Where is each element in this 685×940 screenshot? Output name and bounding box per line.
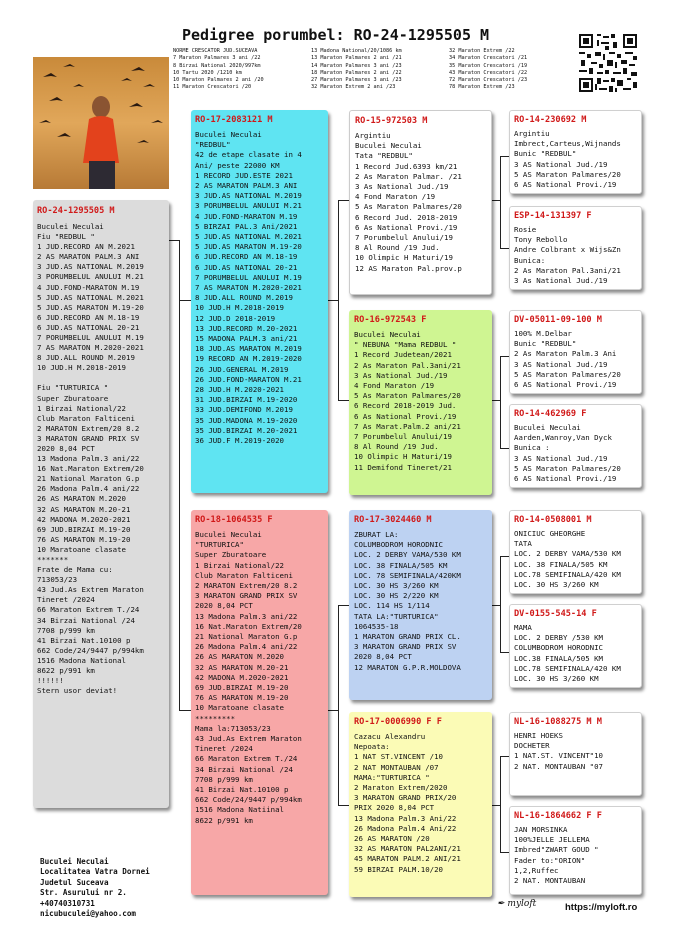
great-grandparent-ring-number: RO-14-0508001 M	[514, 515, 592, 525]
detail-line: Judetul Suceava	[40, 877, 109, 887]
detail-line: LOC. 2 DERBY VAMA/530 KM	[514, 549, 621, 559]
detail-line: 43 Jud.As Extrem Maraton	[37, 585, 144, 595]
detail-line: 16 Nat.Maraton Extrem/20	[195, 621, 302, 631]
detail-line: 36 JUD.F M.2019-2020	[195, 436, 284, 446]
detail-line: LOC. 38 FINALA/505 KM	[514, 559, 608, 569]
detail-line: "REDBUL"	[195, 140, 231, 150]
detail-line: 6 JUD.AS NATIONAL 20-21	[195, 262, 298, 272]
detail-line: 32 AS MARATON M.20-21	[195, 662, 289, 672]
great-grandparent-card-7[interactable]	[509, 712, 642, 796]
detail-line: Nepoata:	[354, 742, 390, 752]
detail-line: 27 Maraton Palmares 3 ani /23	[311, 77, 402, 84]
detail-line: Frate de Mama cu:	[37, 565, 113, 575]
detail-line: 6 JUD.RECORD AN M.18-19	[195, 252, 298, 262]
detail-line: 34 Maraton Crescatori /21	[449, 55, 528, 62]
detail-line: Bunic "REDBUL"	[514, 149, 577, 159]
detail-line: Tata "REDBUL"	[355, 151, 413, 161]
detail-line: Fiu "REDBUL "	[37, 232, 95, 242]
detail-line: 2 As Maraton Pal.3ani/21	[514, 265, 621, 275]
sire-sire-card[interactable]	[349, 110, 492, 295]
detail-line: 5 BIRZAI PAL.3 Ani/2021	[195, 221, 298, 231]
detail-line: 26 AS MARATON M.2020	[37, 494, 126, 504]
detail-line: Buculei Neculai	[354, 330, 421, 339]
detail-line: 3 MARATON GRAND PRIX SV	[37, 433, 140, 443]
detail-line: 2 MARATON Extrem/20 8.2	[37, 423, 140, 433]
great-grandparent-card-5[interactable]	[509, 510, 642, 594]
pigeon-card[interactable]	[33, 200, 169, 808]
detail-line: Club Maraton Falticeni	[195, 570, 293, 580]
detail-line: 45 MARATON PALM.2 ANI/21	[354, 854, 461, 864]
detail-line: LOC. 30 HS 2/220 KM	[354, 591, 439, 601]
sire-card[interactable]	[191, 110, 328, 493]
dam-details	[195, 530, 324, 826]
detail-line: 1 Birzai National/22	[37, 403, 126, 413]
detail-line: 2 AS MARATON PALM.3 ANI	[195, 181, 298, 191]
great-grandparent-details	[514, 329, 637, 390]
detail-line: Club Maraton Falticeni	[37, 413, 135, 423]
detail-line: nicubuculei@yahoo.com	[40, 909, 137, 919]
detail-line: 66 Maraton Extrem T./24	[37, 605, 140, 615]
detail-line: Buculei Neculai	[195, 530, 262, 539]
detail-line: 12 MARATON G.P.R.MOLDOVA	[354, 662, 461, 672]
detail-line: 8 Al Round /19 Jud.	[355, 243, 440, 253]
sire-dam-ring-number: RO-16-972543 F	[354, 315, 427, 325]
detail-line: 1 Record Judetean/2021	[354, 350, 452, 360]
detail-line: JAN MORSINKA	[514, 825, 568, 834]
detail-line: Argintiu	[355, 131, 391, 140]
sire-dam-card[interactable]	[349, 310, 492, 495]
detail-line: 43 Jud.As Extrem Maraton	[195, 734, 302, 744]
detail-line: 7 Maraton Palmares 3 ani /22	[173, 55, 261, 62]
detail-line: LOC. 30 HS 3/260 KM	[514, 580, 599, 590]
detail-line: 7 Porumbelul Anului/19	[354, 432, 452, 442]
summary-column-3	[449, 48, 527, 92]
detail-line: 8 JUD.ALL ROUND M.2019	[195, 293, 293, 303]
breeder-contact	[40, 857, 150, 919]
great-grandparent-card-8[interactable]	[509, 806, 642, 895]
detail-line: 1 NAT.ST. VINCENT"10	[514, 751, 603, 761]
detail-line: 10 JUD.H M.2018-2019	[37, 363, 126, 373]
detail-line: Tineret /2024	[195, 744, 253, 754]
detail-line: 7 Porumbelul Anului/19	[355, 233, 453, 243]
detail-line: 21 National Maraton G.p	[195, 632, 298, 642]
dam-sire-card[interactable]	[349, 510, 492, 700]
detail-line: LOC. 2 DERBY /530 KM	[514, 633, 603, 643]
great-grandparent-details	[514, 423, 637, 484]
detail-line: 662 Code/24/9447 p/994km	[37, 645, 144, 655]
detail-line: 1064535-18	[354, 621, 399, 631]
detail-line: 1 JUD.RECORD AN M.2021	[37, 242, 135, 252]
detail-line: 100% M.Delbar	[514, 329, 572, 338]
detail-line: 2 As Maraton Palm.3 Ani	[514, 349, 617, 359]
detail-line: 2020 8,04 PCT	[354, 652, 412, 662]
great-grandparent-details	[514, 731, 637, 772]
detail-line: 3 As National Jud./19	[355, 182, 449, 192]
detail-line: 3 As National Jud./19	[514, 276, 608, 286]
detail-line: 10 Maratoane clasate	[195, 703, 284, 713]
detail-line: 10 Olimpic H Maturi/19	[355, 253, 453, 263]
detail-line: 13 Madona Palm.3 Ani/22	[354, 813, 457, 823]
detail-line: 6 JUD.AS NATIONAL 20-21	[37, 322, 140, 332]
great-grandparent-card-1[interactable]	[509, 110, 642, 194]
detail-line: 7 As Marat.Palm.2 ani/21	[354, 421, 461, 431]
detail-line: 5 JUD.AS MARATON M.19-20	[195, 242, 302, 252]
detail-line: 2 MARATON Extrem/20 8.2	[195, 581, 298, 591]
detail-line: 4 Fond Maraton /19	[355, 192, 436, 202]
detail-line: LOC. 78 SEMIFINALA/420KM	[354, 570, 461, 580]
detail-line: 5 JUD.AS MARATON M.19-20	[37, 302, 144, 312]
detail-line: 1 Record Jud.6393 km/21	[355, 161, 458, 171]
detail-line: Cazacu Alexandru	[354, 732, 426, 741]
ring-number: RO-24-1295505 M	[37, 206, 115, 216]
pigeon-details	[37, 222, 165, 373]
detail-line: 6 AS National Provi./19	[514, 474, 617, 484]
pigeon-details-sibling	[37, 383, 165, 696]
detail-line: 12 JUD.D 2018-2019	[195, 313, 276, 323]
detail-line: 8622 p/991 km	[37, 666, 95, 676]
detail-line: LOC. 114 HS 1/114	[354, 601, 430, 611]
page-title: Pedigree porumbel: RO-24-1295505 M	[182, 26, 490, 44]
detail-line: 18 Maraton Palmares 2 ani /22	[311, 69, 402, 76]
detail-line: 11 Demifond Tineret/21	[354, 462, 452, 472]
detail-line: 6 Record Jud. 2018-2019	[355, 212, 458, 222]
detail-line: 34 Birzai National /24	[37, 615, 135, 625]
detail-line: 5 AS Maraton Palmares/20	[514, 169, 621, 179]
detail-line: 76 AS MARATON M.19-20	[37, 534, 131, 544]
detail-line: 72 Maraton Crescatori /23	[449, 77, 528, 84]
detail-line: 5 JUD.AS NATIONAL M.2021	[37, 292, 144, 302]
detail-line: Andre Colbrant x Wijs&Zn	[514, 245, 621, 255]
detail-line: 35 JUD.MADONA M.19-2020	[195, 415, 298, 425]
website-link[interactable]: https://myloft.ro	[565, 902, 638, 913]
detail-line: LOC. 30 HS 3/260 KM	[354, 581, 439, 591]
dam-dam-details	[354, 732, 487, 875]
detail-line: 69 JUD.BIRZAI M.19-20	[37, 524, 131, 534]
dam-dam-card[interactable]	[349, 712, 492, 897]
detail-line: 66 Maraton Extrem T./24	[195, 754, 298, 764]
summary-column-2	[311, 48, 402, 92]
detail-line: 4 JUD.FOND-MARATON M.19	[37, 282, 140, 292]
summary-column-1	[173, 48, 264, 92]
detail-line: 7 AS MARATON M.2020-2021	[37, 343, 144, 353]
detail-line: Tineret /2024	[37, 595, 95, 605]
detail-line: 7 PORUMBELUL ANULUI M.19	[195, 272, 302, 282]
detail-line: 2 NAT. MONTAUBAN	[514, 876, 586, 886]
detail-line: Fader to:"ORION"	[514, 855, 586, 865]
detail-line: 10 Tartu 2020 /1210 km	[173, 69, 242, 76]
detail-line: 7 PORUMBELUL ANULUI M.19	[37, 333, 144, 343]
detail-line: Argintiu	[514, 129, 550, 138]
detail-line: Imbrect,Carteus,Wijnands	[514, 139, 621, 149]
sire-ring-number: RO-17-2083121 M	[195, 115, 273, 125]
detail-line: 32 Maraton Extrem /22	[449, 48, 515, 54]
detail-line: 31 JUD.BIRZAI M.19-2020	[195, 395, 298, 405]
detail-line: 5 AS Maraton Palmares/20	[514, 369, 621, 379]
detail-line: 3 AS National Jud./19	[514, 359, 608, 369]
detail-line: 3 MARATON GRAND PRIX SV	[195, 591, 298, 601]
myloft-logo[interactable]	[497, 899, 536, 909]
detail-line: 6 AS National Provi./19	[514, 180, 617, 190]
great-grandparent-details	[514, 129, 637, 190]
detail-line: 26 Madona Palm.4 Ani/22	[354, 823, 457, 833]
detail-line: 26 JUD.GENERAL M.2019	[195, 364, 289, 374]
detail-line: 1516 Madona Natiinal	[195, 805, 284, 815]
detail-line: 33 JUD.DEMIFOND M.2019	[195, 405, 293, 415]
detail-line: Buculei Neculai	[195, 130, 262, 139]
detail-line: 4 JUD.FOND-MARATON M.19	[195, 211, 298, 221]
detail-line: Rosie	[514, 225, 537, 234]
detail-line: 16 Nat.Maraton Extrem/20	[37, 464, 144, 474]
detail-line: 2 As Maraton Pal.3ani/21	[354, 360, 461, 370]
detail-line: 26 JUD.FOND-MARATON M.21	[195, 374, 302, 384]
detail-line: Buculei Neculai	[37, 222, 104, 231]
detail-line: 2 As Maraton Palmar. /21	[355, 171, 462, 181]
sire-sire-ring-number: RO-15-972503 M	[355, 116, 428, 126]
detail-line: Buculei Neculai	[40, 857, 109, 866]
detail-line: 5 As Maraton Palmares/20	[354, 391, 461, 401]
detail-line: Buculei Neculai	[355, 141, 422, 151]
detail-line: 4 Fond Maraton /19	[354, 381, 435, 391]
great-grandparent-ring-number: ESP-14-131397 F	[514, 211, 592, 221]
detail-line: 6 As National Provi./19	[355, 222, 458, 232]
detail-line: Bunic "REDBUL"	[514, 339, 577, 349]
dam-card[interactable]	[191, 510, 328, 895]
detail-line: 1 MARATON GRAND PRIX CL.	[354, 632, 461, 642]
detail-line: 42 de etape clasate in 4	[195, 150, 302, 160]
great-grandparent-card-6[interactable]	[509, 604, 642, 688]
detail-line: 713053/23	[37, 575, 78, 585]
detail-line: 8 Al Round /19 Jud.	[354, 442, 439, 452]
detail-line: 13 Madona Palm.3 ani/22	[195, 611, 298, 621]
detail-line: TATA	[514, 539, 532, 549]
detail-line: 1 Birzai National/22	[195, 560, 284, 570]
detail-line: LOC.78 SEMIFINALA/420 KM	[514, 663, 621, 673]
sire-sire-details	[355, 131, 486, 274]
detail-line: Stern usor deviat!	[37, 686, 118, 696]
detail-line: 6 Record 2018-2019 Jud.	[354, 401, 457, 411]
detail-line: 3 AS National Jud./19	[514, 453, 608, 463]
detail-line: 26 AS MARATON M.2020	[195, 652, 284, 662]
detail-line: 12 AS Maraton Pal.prov.p	[355, 263, 462, 273]
detail-line: 2020 8,04 PCT	[37, 443, 95, 453]
dam-sire-ring-number: RO-17-3024460 M	[354, 515, 432, 525]
detail-line: 7708 p/999 km	[37, 625, 95, 635]
detail-line: "TURTURICA"	[195, 540, 244, 550]
detail-line: 19 RECORD AN M.2019-2020	[195, 354, 302, 364]
detail-line: Localitatea Vatra Dornei	[40, 867, 150, 877]
detail-line: 10 Maraton Palmares 2 ani /20	[173, 77, 264, 84]
detail-line: 69 JUD.BIRZAI M.19-20	[195, 683, 289, 693]
detail-line: 2 NAT. MONTAUBAN "07	[514, 761, 603, 771]
great-grandparent-card-4[interactable]	[509, 404, 642, 488]
detail-line: 7 AS MARATON M.2020-2021	[195, 283, 302, 293]
detail-line: Super Zburatoare	[195, 550, 267, 560]
detail-line: LOC.78 SEMIFINALA/420 KM	[514, 569, 621, 579]
detail-line: 1,2,Ruffec	[514, 865, 559, 875]
detail-line: 3 PORUMBELUL ANULUI M.21	[195, 201, 302, 211]
detail-line: 6 JUD.RECORD AN M.18-19	[37, 312, 140, 322]
detail-line: TATA LA:"TURTURICA"	[354, 611, 439, 621]
feather-icon: ✒	[497, 899, 505, 909]
detail-line: Bunica:	[514, 255, 546, 265]
detail-line: Mama la:713053/23	[195, 723, 271, 733]
detail-line: 2 AS MARATON PALM.3 ANI	[37, 252, 140, 262]
detail-line: 3 MARATON GRAND PRIX/20	[354, 793, 457, 803]
great-grandparent-ring-number: NL-16-1864662 F F	[514, 811, 602, 821]
detail-line: 100%JELLE JELLEMA	[514, 835, 590, 845]
detail-line: *********	[195, 713, 236, 723]
detail-line: 2 NAT MONTAUBAN /07	[354, 762, 439, 772]
breeder-photo	[33, 57, 169, 189]
detail-line: LOC. 2 DERBY VAMA/530 KM	[354, 550, 461, 560]
detail-line: ZBURAT LA:	[354, 530, 399, 539]
great-grandparent-details	[514, 825, 637, 886]
detail-line: HENRI HOEKS	[514, 731, 563, 740]
detail-line: " NEBUNA "Mama REDBUL "	[354, 340, 457, 350]
detail-line: PRIX 2020 8,04 PCT	[354, 803, 435, 813]
great-grandparent-ring-number: RO-14-462969 F	[514, 409, 587, 419]
detail-line: 8 JUD.ALL ROUND M.2019	[37, 353, 135, 363]
detail-line: 26 Madona Palm.4 ani/22	[195, 642, 298, 652]
detail-line: Imbred"ZWART GOUD "	[514, 845, 599, 855]
detail-line: Aarden,Wanroy,Van Dyck	[514, 433, 612, 443]
detail-line: 8 Birzai National 2020/997km	[173, 62, 261, 69]
detail-line: 13 Maraton Palmares 2 ani /21	[311, 55, 402, 62]
detail-line: 34 Birzai National /24	[195, 764, 293, 774]
detail-line: 3 MARATON GRAND PRIX SV	[354, 642, 457, 652]
detail-line: 41 Birzai Nat.10100 p	[37, 635, 131, 645]
detail-line: 41 Birzai Nat.10100 p	[195, 785, 289, 795]
great-grandparent-ring-number: NL-16-1088275 M M	[514, 717, 602, 727]
detail-line: 1 RECORD JUD.ESTE 2021	[195, 170, 293, 180]
sire-dam-details	[354, 330, 487, 473]
detail-line: 32 AS MARATON PAL2ANI/21	[354, 844, 461, 854]
detail-line: 78 Maraton Extrem /23	[449, 84, 515, 91]
detail-line: Bunica :	[514, 443, 550, 453]
detail-line: 42 MADONA M.2020-2021	[195, 672, 289, 682]
detail-line: 1 NAT ST.VINCENT /10	[354, 752, 443, 762]
detail-line: MAMA	[514, 623, 532, 632]
detail-line: 32 AS MARATON M.20-21	[37, 504, 131, 514]
great-grandparent-card-2[interactable]	[509, 206, 642, 290]
detail-line: Super Zburatoare	[37, 393, 109, 403]
detail-line: 14 Maraton Palmares 3 ani /23	[311, 62, 402, 69]
detail-line: 26 AS MARATON /20	[354, 834, 430, 844]
detail-line: LOC. 38 FINALA/505 KM	[354, 560, 448, 570]
detail-line: 13 JUD.RECORD M.20-2021	[195, 323, 298, 333]
detail-line: 59 BIRZAI PALM.10/20	[354, 864, 443, 874]
great-grandparent-details	[514, 225, 637, 286]
detail-line: 2020 8,04 PCT	[195, 601, 253, 611]
great-grandparent-details	[514, 529, 637, 590]
great-grandparent-ring-number: RO-14-230692 M	[514, 115, 587, 125]
detail-line: 3 PORUMBELUL ANULUI M.21	[37, 272, 144, 282]
detail-line: Buculei Neculai	[514, 423, 581, 432]
detail-line: 7708 p/999 km	[195, 774, 253, 784]
detail-line: 10 JUD.H M.2018-2019	[195, 303, 284, 313]
qr-code-icon[interactable]	[577, 32, 639, 94]
detail-line: 3 As National Jud./19	[354, 370, 448, 380]
detail-line: 662 Code/24/9447 p/994km	[195, 795, 302, 805]
detail-line: 5 JUD.AS NATIONAL M.2021	[195, 232, 302, 242]
dam-ring-number: RO-18-1064535 F	[195, 515, 273, 525]
detail-line: 43 Maraton Crescatori /22	[449, 69, 528, 76]
great-grandparent-details	[514, 623, 637, 684]
detail-line: Ani/ peste 22000 KM	[195, 160, 280, 170]
detail-line: LOC. 30 HS 3/260 KM	[514, 674, 599, 684]
detail-line: 15 MADONA PALM.3 ani/21	[195, 334, 298, 344]
detail-line: DOCHETER	[514, 741, 550, 751]
detail-line: 5 As Maraton Palmares/20	[355, 202, 462, 212]
detail-line: 10 Olimpic H Maturi/19	[354, 452, 452, 462]
detail-line: 42 MADONA M.2020-2021	[37, 514, 131, 524]
detail-line: LOC.38 FINALA/505 KM	[514, 653, 603, 663]
detail-line: 35 Maraton Crescatori /19	[449, 62, 528, 69]
detail-line: COLUMBODROM HORODNIC	[514, 643, 603, 653]
detail-line: 13 Madona National/20/1086 km	[311, 48, 402, 54]
great-grandparent-ring-number: DV-05011-09-100 M	[514, 315, 602, 325]
detail-line: MAMA:"TURTURICA "	[354, 772, 430, 782]
detail-line: 3 JUD.AS NATIONAL M.2019	[195, 191, 302, 201]
great-grandparent-ring-number: DV-0155-545-14 F	[514, 609, 597, 619]
detail-line: COLUMBODROM HORODNIC	[354, 540, 443, 550]
detail-line: 32 Maraton Extrem 2 ani /23	[311, 84, 396, 91]
detail-line: 6 AS National Provi./19	[514, 380, 617, 390]
detail-line: 21 National Maraton G.p	[37, 474, 140, 484]
detail-line: 3 JUD.AS NATIONAL M.2019	[37, 262, 144, 272]
detail-line: 26 Madona Palm.4 ani/22	[37, 484, 140, 494]
detail-line: 18 JUD.AS MARATON M.2019	[195, 344, 302, 354]
detail-line: Tony Rebollo	[514, 235, 568, 245]
detail-line: 35 JUD.BIRZAI M.20-2021	[195, 425, 298, 435]
detail-line: 13 Madona Palm.3 ani/22	[37, 454, 140, 464]
detail-line: 8622 p/991 km	[195, 815, 253, 825]
detail-line: NORME CRESCATOR JUD.SUCEAVA	[173, 48, 258, 54]
detail-line: 28 JUD.H M.2020-2021	[195, 385, 284, 395]
dam-dam-ring-number: RO-17-0006990 F F	[354, 717, 442, 727]
detail-line: 10 Maratoane clasate	[37, 544, 126, 554]
detail-line: *******	[37, 555, 69, 564]
detail-line: 1516 Madona National	[37, 655, 126, 665]
great-grandparent-card-3[interactable]	[509, 310, 642, 394]
detail-line: 3 AS National Jud./19	[514, 159, 608, 169]
logo-text: myloft	[507, 899, 537, 909]
detail-line: Str. Asurului nr 2.	[40, 888, 127, 898]
detail-line: 6 As National Provi./19	[354, 411, 457, 421]
dam-sire-details	[354, 530, 487, 673]
sire-details	[195, 130, 324, 446]
detail-line: ONICIUC GHEORGHE	[514, 529, 586, 538]
detail-line: +40740310731	[40, 898, 95, 908]
detail-line: 5 AS Maraton Palmares/20	[514, 463, 621, 473]
detail-line: 76 AS MARATON M.19-20	[195, 693, 289, 703]
detail-line: !!!!!!	[37, 676, 64, 686]
detail-line: 2 Maraton Extrem/2020	[354, 783, 448, 793]
detail-line: 11 Maraton Crescatori /20	[173, 84, 252, 91]
detail-line: Fiu "TURTURICA "	[37, 383, 109, 393]
